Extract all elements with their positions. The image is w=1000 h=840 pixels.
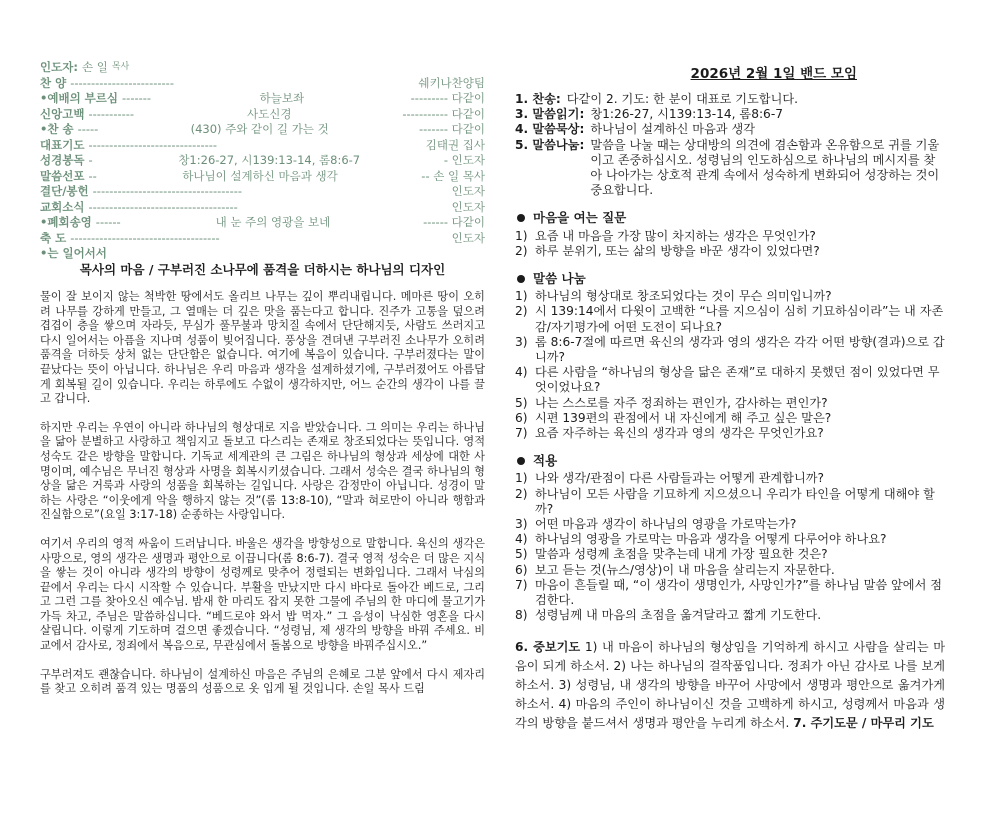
order-label: 성경봉독 <box>40 153 85 167</box>
question-text: 마음이 흔들릴 때, “이 생각이 생명인가, 사망인가?”를 하나님 말씀 앞에서 점검한다. <box>535 577 943 608</box>
question-item <box>515 517 945 532</box>
question-number: 3) <box>515 334 528 349</box>
article-paragraph: 물이 잘 보이지 않는 척박한 땅에서도 올리브 나무는 깊이 뿌리내립니다. 메마른 땅이 오히려 나무를 강하게 만들고, 그 열매는 더 깊은 맛을 품는다고 합니다. 진주가 고통을 덮으려 겹겹이 층을 쌓으며 자라듯, 무심가 풀무불과 망치질 속에서 단단해지듯, 사람도 쓰러지고 다시 일어서는 아픔을 지나며 성품이 빚어집니다. 풍상을 견뎌낸 구부러진 소나무가 오히려 품격을 더하듯 상처 없는 단단함은 없습니다. 여기에 복음이 있습니다. 구부러졌다는 말이 끝났다는 뜻이 아닙니다. 하나님은 우리 마음과 생각을 설계하셨기에, 구부러졌어도 아름답게 회복될 길이 있습니다. 우리는 하루에도 수없이 생각하지만, 어느 순간의 생각이 나를 끌고 갑니다. <box>40 290 485 406</box>
order-row <box>40 91 485 107</box>
order-row <box>40 215 485 231</box>
question-text: 하나님이 모든 사람을 기묘하게 지으셨으니 우리가 타인을 어떻게 대해야 할까? <box>535 486 935 516</box>
question-number: 6) <box>515 562 528 577</box>
order-value: 김태권 집사 <box>425 137 485 152</box>
order-leader: ------------------------------------ <box>92 184 243 198</box>
order-leader: - <box>88 153 93 167</box>
question-text: 어떤 마음과 생각이 하나님의 영광을 가로막는가? <box>535 517 797 532</box>
question-item <box>515 563 945 578</box>
order-row <box>40 107 485 123</box>
order-item: 내 눈 주의 영광을 보네 <box>215 215 331 229</box>
order-leader: ----- <box>77 122 99 136</box>
order-row <box>40 76 485 92</box>
order-value: 인도자 <box>451 199 485 214</box>
question-number: 8) <box>515 608 528 623</box>
question-text: 요즘 자주하는 육신의 생각과 영의 생각은 무엇인가요? <box>535 426 824 441</box>
leader-row <box>40 60 485 76</box>
question-number: 2) <box>515 243 528 258</box>
order-row <box>40 200 485 216</box>
question-text: 다른 사람을 “하나님의 형상을 닮은 존재”로 대하지 못했던 점이 있었다면 무엇이었나요? <box>535 365 940 395</box>
order-value: ------- 다같이 <box>418 122 485 136</box>
apply-questions-section <box>515 453 945 623</box>
question-text: 롬 8:6-7절에 따르면 육신의 생각과 영의 생각은 각각 어떤 방향(결과)으로 갑니까? <box>535 334 945 365</box>
intercessory-prayer <box>515 638 945 733</box>
open-questions-heading <box>515 210 945 225</box>
question-item <box>515 547 945 562</box>
order-label: 신앙고백 <box>40 106 85 121</box>
bullet-icon <box>517 457 525 465</box>
order-label: 결단/봉헌 <box>40 184 89 198</box>
bullet-icon <box>517 214 525 222</box>
order-leader: -- <box>88 168 97 183</box>
band-item-label: 1. 찬송: <box>515 92 561 106</box>
question-text: 하나님의 형상대로 창조되었다는 것이 무슨 의미입니까? <box>535 289 832 304</box>
question-number: 4) <box>515 532 528 547</box>
order-label: 말씀선포 <box>40 168 85 183</box>
order-leader: ------------------------------- <box>88 137 218 152</box>
question-item <box>515 396 945 411</box>
order-item <box>222 231 452 247</box>
order-item: 하늘보좌 <box>259 91 305 105</box>
order-row <box>40 138 485 154</box>
question-item <box>515 335 945 365</box>
order-label: •찬 송 <box>40 122 74 136</box>
question-item <box>515 608 945 623</box>
apply-questions-title: 적용 <box>533 453 558 469</box>
question-item <box>515 471 945 486</box>
band-item-label: 4. 말씀묵상: <box>515 122 585 137</box>
order-label: •예배의 부르심 <box>40 91 119 105</box>
article-paragraph: 하지만 우리는 우연이 아니라 하나님의 형상대로 지음 받았습니다. 그 의미는 우리는 하나님을 닮아 분별하고 사랑하고 책임지고 돌보고 다스리는 존재로 창조되었다는 뜻입니다. 영적 성숙도 같은 방향을 말합니다. 기독교 세계관의 큰 그림은 하나님의 형상과 세상에 대한 사명이며, 예수님은 무너진 형상과 사명을 회복시키셨습니다. 그래서 성숙은 결국 하나님의 형상을 닮은 거룩과 사랑의 성품을 회복하는 길입니다. 사랑은 감정만이 아닙니다. 성경이 말하는 사랑은 “이웃에게 악을 행하지 않는 것”(롬 13:8-10), “말과 혀로만이 아니라 행함과 진실함으로”(요일 3:17-18) 순종하는 사랑입니다. <box>40 420 485 522</box>
order-leader: ------- <box>122 91 152 105</box>
leader-title: 목사 <box>111 62 130 72</box>
question-item <box>515 289 945 304</box>
open-questions-list <box>515 229 945 259</box>
apply-questions-heading <box>515 453 945 468</box>
question-text: 시 139:14에서 다윗이 고백한 “나를 지으심이 심히 기묘하심이라”는 내 자존감/자기평가에 어떤 도전이 되나요? <box>535 304 944 334</box>
order-label: •는 일어서서 <box>40 246 107 260</box>
question-item <box>515 411 945 426</box>
band-item <box>515 122 945 137</box>
order-item: 하나님이 설계하신 마음과 생각 <box>182 168 338 183</box>
open-questions-section <box>515 210 945 259</box>
order-label: 찬 양 <box>40 75 67 90</box>
question-item <box>515 365 945 395</box>
question-text: 하루 분위기, 또는 삶의 방향을 바꾼 생각이 있었다면? <box>535 243 820 258</box>
share-questions-list <box>515 289 945 441</box>
bullet-icon <box>517 275 525 283</box>
order-rows <box>40 76 485 262</box>
order-item: (430) 주와 같이 길 가는 것 <box>190 122 329 136</box>
order-label: 축 도 <box>40 230 67 245</box>
order-value: ----------- 다같이 <box>402 106 485 121</box>
question-number: 4) <box>515 365 528 380</box>
question-text: 성령님께 내 마음의 초점을 옮겨달라고 짧게 기도한다. <box>535 608 822 623</box>
question-number: 1) <box>515 289 528 304</box>
band-item-text: 하나님이 설계하신 마음과 생각 <box>590 122 756 137</box>
order-item <box>219 138 426 154</box>
question-number: 2) <box>515 486 528 501</box>
question-item <box>515 229 945 244</box>
article-body <box>40 290 485 711</box>
question-number: 3) <box>515 517 528 532</box>
question-item <box>515 578 945 608</box>
order-row <box>40 122 485 138</box>
question-number: 5) <box>515 547 528 562</box>
question-text: 보고 듣는 것(뉴스/영상)이 내 마음을 살리는지 자문한다. <box>535 562 835 577</box>
order-leader: ------------------------------------ <box>70 230 220 245</box>
leader-name: 손 일 <box>81 60 108 74</box>
prayer-label: 6. 중보기도 <box>515 639 581 654</box>
band-item <box>515 138 945 199</box>
order-label: •폐회송영 <box>40 215 92 229</box>
order-item: 사도신경 <box>247 106 292 121</box>
order-value: 인도자 <box>451 184 485 198</box>
question-text: 시편 139편의 관점에서 내 자신에게 해 주고 싶은 말은? <box>535 410 832 425</box>
band-item <box>515 92 945 107</box>
question-number: 1) <box>515 471 528 486</box>
band-title-text: 2026년 2월 1일 밴드 모임 <box>690 66 857 82</box>
prayer-text: 1) 내 마음이 하나님의 형상임을 기억하게 하시고 사람을 살리는 마음이 되게 하소서. 2) 나는 하나님의 걸작품입니다. 정죄가 아닌 감사로 나를 보게 하소서. 3) 성령님, 내 생각의 방향을 바꾸어 사망에서 생명과 평안으로 옮겨가게 하소서. 4) 마음의 주인이 하나님이신 것을 고백하게 하시고, 성령께서 마음과 생각의 방향을 붙드셔서 생명과 평안을 누리게 하소서. <box>515 639 946 730</box>
order-row <box>40 169 485 185</box>
order-leader: ------------------------- <box>70 75 174 90</box>
question-number: 7) <box>515 426 528 441</box>
question-number: 6) <box>515 410 528 425</box>
band-item-label: 5. 말씀나눔: <box>515 137 585 152</box>
order-label: 교회소식 <box>40 199 85 214</box>
order-row <box>40 153 485 169</box>
order-leader: ------------------------------------ <box>88 199 238 214</box>
question-number: 5) <box>515 395 528 410</box>
order-item <box>244 184 452 200</box>
order-item <box>176 76 418 92</box>
apply-questions-list <box>515 471 945 623</box>
question-text: 나와 생각/관점이 다른 사람들과는 어떻게 관계합니까? <box>535 471 824 486</box>
question-text: 나는 스스로를 자주 정죄하는 편인가, 감사하는 편인가? <box>535 395 828 410</box>
order-value: 쉐키나찬양팀 <box>418 75 485 90</box>
band-item-label: 3. 말씀읽기: <box>515 107 585 122</box>
order-value: ------ 다같이 <box>423 215 485 229</box>
order-leader: ----------- <box>88 106 135 121</box>
order-of-service <box>40 60 485 262</box>
question-number: 7) <box>515 577 528 592</box>
order-value: --------- 다같이 <box>410 91 485 105</box>
order-leader: ------ <box>95 215 121 229</box>
order-value: 인도자 <box>451 230 485 245</box>
question-text: 요즘 내 마음을 가장 많이 차지하는 생각은 무엇인가? <box>535 228 816 243</box>
order-value: - 인도자 <box>443 153 485 167</box>
question-item <box>515 304 945 334</box>
question-text: 말씀과 성령께 초점을 맞추는데 내게 가장 필요한 것은? <box>535 547 828 562</box>
question-item <box>515 244 945 259</box>
question-item <box>515 532 945 547</box>
band-item-text: 다같이 2. 기도: 한 분이 대표로 기도합니다. <box>566 92 799 106</box>
question-item <box>515 426 945 441</box>
share-questions-heading <box>515 271 945 286</box>
leader-label: 인도자: <box>40 60 78 74</box>
share-questions-section <box>515 271 945 441</box>
band-item-text: 창1:26-27, 시139:13-14, 롬8:6-7 <box>590 107 783 122</box>
order-label: 대표기도 <box>40 137 85 152</box>
question-number: 2) <box>515 304 528 319</box>
order-item: 창1:26-27, 시139:13-14, 롬8:6-7 <box>178 153 361 167</box>
open-questions-title: 마음을 여는 질문 <box>533 210 627 226</box>
order-row <box>40 184 485 200</box>
order-row <box>40 231 485 247</box>
article-paragraph: 구부러져도 괜찮습니다. 하나님이 설계하신 마음은 주님의 은혜로 그분 앞에서 다시 제자리를 찾고 오히려 품격 있는 명품의 성품으로 옷 입게 될 것입니다. 손일 목사 드림 <box>40 667 485 696</box>
band-item <box>515 107 945 122</box>
question-item <box>515 487 945 517</box>
article-title: 목사의 마음 / 구부러진 소나무에 품격을 더하시는 하나님의 디자인 <box>79 262 446 277</box>
band-program <box>515 92 945 733</box>
closing-prayer: 7. 주기도문 / 마무리 기도 <box>793 715 934 730</box>
question-text: 하나님의 영광을 가로막는 마음과 생각을 어떻게 다루어야 하나요? <box>535 532 887 547</box>
article-paragraph: 여기서 우리의 영적 싸움이 드러납니다. 바울은 생각을 방향성으로 말합니다. 육신의 생각은 사망으로, 영의 생각은 생명과 평안으로 이끕니다(롬 8:6-7). 결국 영적 성숙은 더 많은 지식을 쌓는 것이 아니라 생각의 방향이 성령께로 맞추어 정렬되는 변화입니다. 그래서 낙심의 끝에서 우리는 다시 시작할 수 있습니다. 부활을 만났지만 다시 바다로 돌아간 베드로, 그리고 그런 그를 찾아오신 예수님. 밤새 한 마리도 잡지 못한 그물에 주님의 한 마디에 물고기가 가득 차고, 주님은 말씀하십니다. “베드로야 와서 밥 먹자.” 그 음성이 낙심한 영혼을 다시 살립니다. 이렇게 기도하며 걸으면 좋겠습니다. “성령님, 제 생각의 방향을 바꿔 주세요. 비교에서 감사로, 정죄에서 복음으로, 무관심에서 돌봄으로 방향을 바꿔주십시오.” <box>40 536 485 653</box>
band-item-text: 말씀을 나눌 때는 상대방의 의견에 겸손함과 온유함으로 귀를 기울이고 존중하십시오. 성령님의 인도하심으로 하나님의 메시지를 찾아 나아가는 상호적 관계 속에서 성숙하게 변화되어 성장하는 것이 중요합니다. <box>590 137 940 198</box>
share-questions-title: 말씀 나눔 <box>533 271 586 287</box>
question-number: 1) <box>515 228 528 243</box>
order-value: -- 손 일 목사 <box>421 168 485 183</box>
order-item <box>240 200 452 216</box>
band-title <box>515 62 945 82</box>
